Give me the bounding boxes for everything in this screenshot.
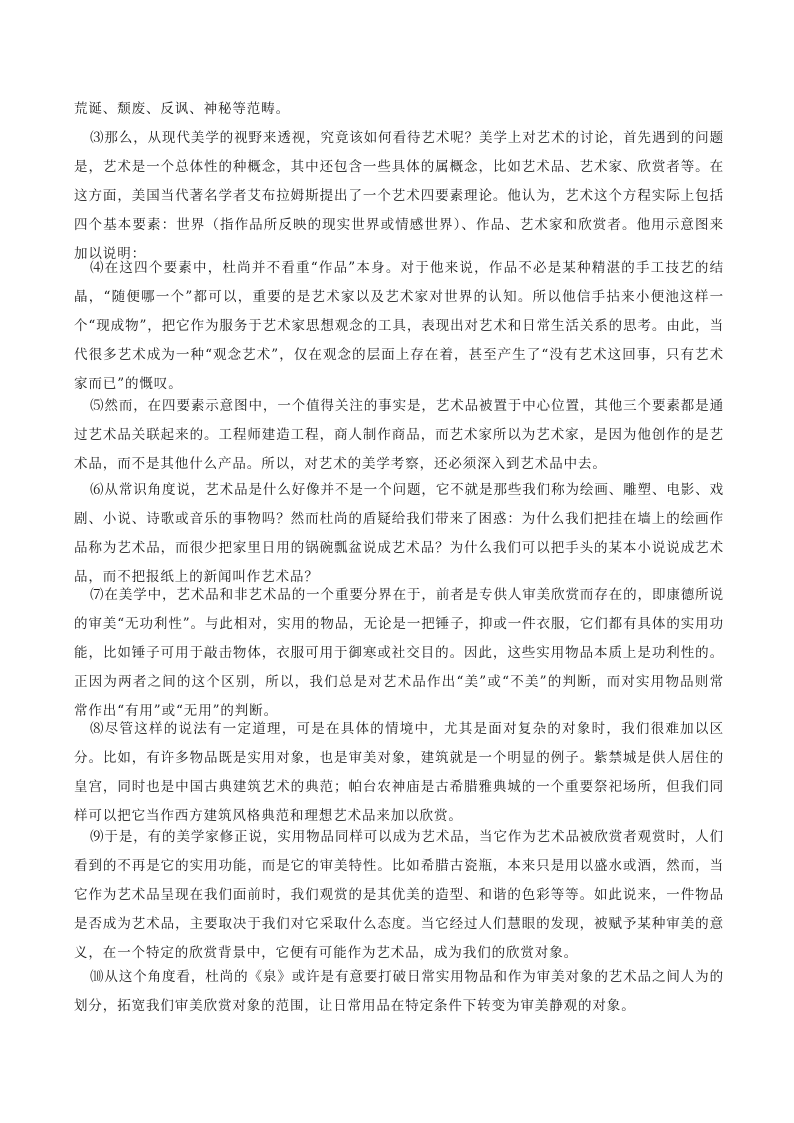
paragraph-7: ⑺在美学中，艺术品和非艺术品的一个重要分界在于，前者是专供人审美欣赏而存在的，即康德所说的审美“无功利性”。与此相对，实用的物品，无论是一把锤子，抑或一件衣服，它们都有具体的实用功能，比如锤子可用于敲击物体，衣服可用于御寒或社交目的。因此，这些实用物品本质上是功利性的。正因为两者之间的这个区别，所以，我们总是对艺术品作出“美”或“不美”的判断，而对实用物品则常常作出“有用”或“无用”的判断。 bbox=[74, 587, 724, 719]
paragraph-8: ⑻尽管这样的说法有一定道理，可是在具体的情境中，尤其是面对复杂的对象时，我们很难加以区分。比如，有许多物品既是实用对象，也是审美对象，建筑就是一个明显的例子。紫禁城是供人居住的皇宫，同时也是中国古典建筑艺术的典范；帕台农神庙是古希腊雅典城的一个重要祭祀场所，但我们同样可以把它当作西方建筑风格典范和理想艺术品来加以欣赏。 bbox=[74, 721, 724, 824]
paragraph-2-tail: 荒诞、颓废、反讽、神秘等范畴。 bbox=[74, 101, 290, 117]
paragraph-5: ⑸然而，在四要素示意图中，一个值得关注的事实是，艺术品被置于中心位置，其他三个要素都是通过艺术品关联起来的。工程师建造工程，商人制作商品，而艺术家所以为艺术家，是因为他创作的是艺术品，而不是其他什么产品。所以，对艺术的美学考察，还必须深入到艺术品中去。 bbox=[74, 398, 724, 472]
paragraph-6: ⑹从常识角度说，艺术品是什么好像并不是一个问题，它不就是那些我们称为绘画、雕塑、电影、戏剧、小说、诗歌或音乐的事物吗？然而杜尚的盾疑给我们带来了困惑：为什么我们把挂在墙上的绘画作品称为艺术品，而很少把家里日用的锅碗瓢盆说成艺术品？为什么我们可以把手头的某本小说说成艺术品，而不把报纸上的新闻叫作艺术品？ bbox=[74, 482, 724, 585]
paragraph-10: ⑽从这个角度看，杜尚的《泉》或许是有意要打破日常实用物品和作为审美对象的艺术品之间人为的划分，拓宽我们审美欣赏对象的范围，让日常用品在特定条件下转变为审美静观的对象。 bbox=[74, 969, 724, 1014]
paragraph-9: ⑼于是，有的美学家修正说，实用物品同样可以成为艺术品，当它作为艺术品被欣赏者观赏时，人们看到的不再是它的实用功能，而是它的审美特性。比如希腊古瓷瓶，本来只是用以盛水或酒，然而，当它作为艺术品呈现在我们面前时，我们观赏的是其优美的造型、和谐的色彩等等。如此说来，一件物品是否成为艺术品，主要取决于我们对它采取什么态度。当它经过人们慧眼的发现，被赋予某种审美的意义，在一个特定的欣赏背景中，它便有可能作为艺术品，成为我们的欣赏对象。 bbox=[74, 829, 724, 961]
paragraph-3: ⑶那么，从现代美学的视野来透视，究竟该如何看待艺术呢？美学上对艺术的讨论，首先遇到的问题是，艺术是一个总体性的种概念，其中还包含一些具体的属概念，比如艺术品、艺术家、欣赏者等。在这方面，美国当代著名学者艾布拉姆斯提出了一个艺术四要素理论。他认为，艺术这个方程实际上包括四个基本要素：世界（指作品所反映的现实世界或情感世界）、作品、艺术家和欣赏者。他用示意图来加以说明： bbox=[74, 130, 724, 262]
paragraph-4: ⑷在这四个要素中，杜尚并不看重“作品”本身。对于他来说，作品不必是某种精湛的手工技艺的结晶，“随便哪一个”都可以，重要的是艺术家以及艺术家对世界的认知。所以他信手拈来小便池这样一个“现成物”，把它作为服务于艺术家思想观念的工具，表现出对艺术和日常生活关系的思考。由此，当代很多艺术成为一种“观念艺术”，仅在观念的层面上存在着，甚至产生了“没有艺术这回事，只有艺术家而已”的慨叹。 bbox=[74, 260, 724, 392]
